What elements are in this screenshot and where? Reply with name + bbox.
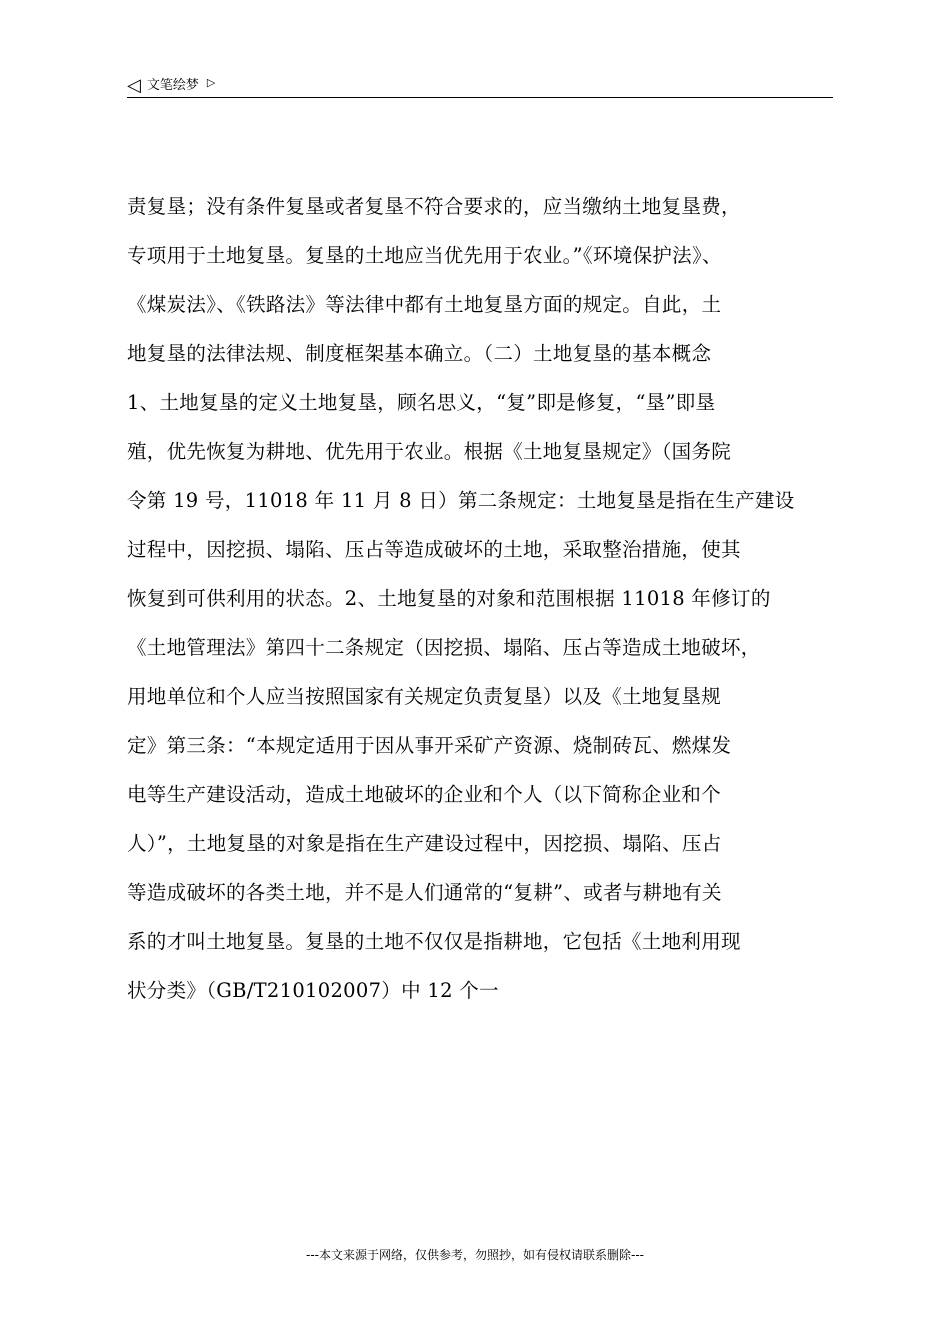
text-line: 殖，优先恢复为耕地、优先用于农业。根据《土地复垦规定》（国务院 [127, 440, 732, 463]
text-line: 状分类》（GB/T210102007）中 12 个一 [127, 979, 499, 1002]
text-line: 令第 19 号，11018 年 11 月 8 日）第二条规定：土地复垦是指在生产建设 [127, 489, 795, 512]
text-line: 责复垦；没有条件复垦或者复垦不符合要求的，应当缴纳土地复垦费， [127, 195, 741, 218]
text-line: 恢复到可供利用的状态。2、土地复垦的对象和范围根据 11018 年修订的 [127, 587, 771, 610]
text-line: 地复垦的法律法规、制度框架基本确立。（二）土地复垦的基本概念 [127, 342, 712, 365]
text-line: 人）”，土地复垦的对象是指在生产建设过程中，因挖损、塌陷、压占 [127, 832, 722, 855]
page-header [127, 74, 833, 98]
text-line: 用地单位和个人应当按照国家有关规定负责复垦）以及《土地复垦规 [127, 685, 722, 708]
header-divider [127, 97, 833, 98]
text-line: 等造成破坏的各类土地，并不是人们通常的“复耕”、或者与耕地有关 [127, 881, 722, 904]
text-line: 电等生产建设活动，造成土地破坏的企业和个人（以下简称企业和个 [127, 783, 722, 806]
body-text [127, 182, 833, 1015]
triangle-right-icon: ▷ [206, 76, 216, 89]
text-line: 过程中，因挖损、塌陷、压占等造成破坏的土地，采取整治措施，使其 [127, 538, 741, 561]
text-line: 专项用于土地复垦。复垦的土地应当优先用于农业。”《环境保护法》、 [127, 244, 722, 267]
text-line: 定》第三条：“本规定适用于因从事开采矿产资源、烧制砖瓦、燃煤发 [127, 734, 732, 757]
text-line: 《土地管理法》第四十二条规定（因挖损、塌陷、压占等造成土地破坏， [127, 636, 761, 659]
text-line: 《煤炭法》、《铁路法》等法律中都有土地复垦方面的规定。自此，土 [127, 293, 722, 316]
header-title: 文笔绘梦 [146, 78, 199, 93]
footer-notice: ---本文来源于网络，仅供参考，勿照抄，如有侵权请联系删除--- [306, 1248, 644, 1262]
text-line: 系的才叫土地复垦。复垦的土地不仅仅是指耕地，它包括《土地利用现 [127, 930, 741, 953]
triangle-left-icon: ◁ [127, 75, 141, 96]
text-line: 1、土地复垦的定义土地复垦，顾名思义，“复”即是修复，“垦”即垦 [127, 391, 716, 414]
